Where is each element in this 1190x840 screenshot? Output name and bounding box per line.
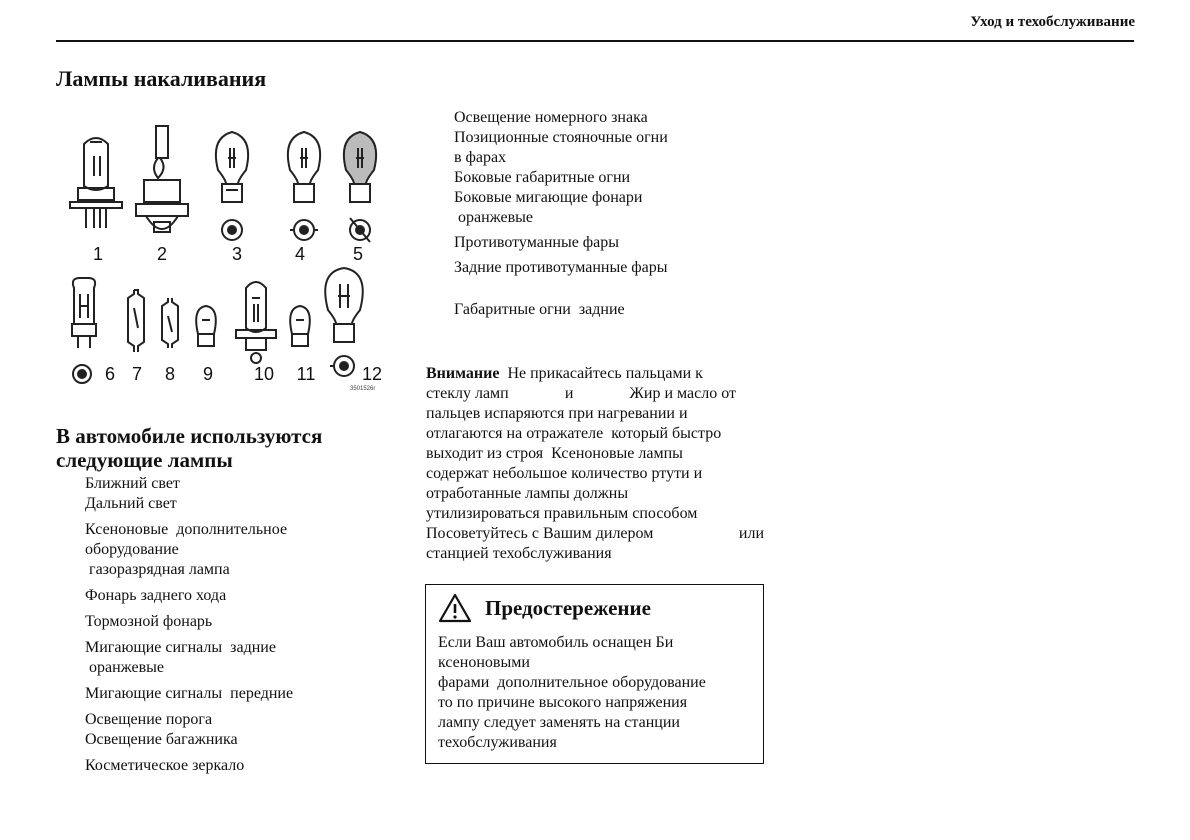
bulb-8-icon: [162, 298, 178, 348]
warning-box: [425, 584, 764, 764]
bulb-10-icon: [236, 282, 276, 363]
bulb-2-icon: [136, 126, 188, 232]
bulb-label-6: 6: [104, 364, 116, 384]
list-item: Мигающие сигналы задние оранжевые: [85, 639, 276, 676]
running-header: Уход и техобслуживание: [970, 14, 1135, 30]
list-item: Задние противотуманные фары: [454, 259, 668, 276]
section-subtitle: В автомобиле используются следующие лампы: [56, 424, 323, 472]
list-item: Габаритные огни задние: [454, 301, 625, 318]
list-item: Ксеноновые дополнительное оборудование газоразрядная лампа: [85, 521, 288, 578]
bulb-label-10: 10: [253, 364, 275, 384]
bulb-label-12: 12: [361, 364, 383, 384]
bulb-list-right: [454, 108, 754, 325]
attention-note: Внимание Не прикасайтесь пальцами к стеклу ламп и Жир и масло от пальцев испаряются при нагревании и отлагаются на отражателе который быстро выходит из строя Ксеноновые лампы содержат небольшое количество ртути и отработанные лампы должны утилизироваться правильным способом Посоветуйтесь с Вашим дилером или станцией техобслуживания: [426, 365, 764, 562]
bulb-label-11: 11: [296, 364, 316, 384]
bulb-12-icon: [325, 268, 363, 376]
bulb-6-icon: [72, 278, 96, 383]
bulb-label-4: 4: [294, 244, 306, 264]
list-item: Освещение номерного знака Позиционные стояночные огни в фарах Боковые габаритные огни Боковые мигающие фонари оранжевые: [454, 109, 668, 226]
bulb-5-icon: [344, 132, 376, 242]
bulb-9-icon: [196, 306, 216, 346]
figure-code: 3501526r: [350, 386, 376, 392]
page-title: Лампы накаливания: [56, 66, 267, 91]
list-item: Противотуманные фары: [454, 234, 620, 251]
bulb-7-icon: [128, 290, 144, 352]
bulb-label-5: 5: [352, 244, 364, 264]
bulb-label-7: 7: [131, 364, 143, 384]
list-item: Ближний свет Дальний свет: [85, 475, 180, 512]
bulb-4-icon: [288, 132, 320, 240]
note-label: Внимание: [426, 365, 500, 382]
list-item: Тормозной фонарь: [85, 613, 213, 630]
warning-triangle-icon: [438, 593, 472, 623]
list-item: Фонарь заднего хода: [85, 587, 227, 604]
list-item: Косметическое зеркало: [85, 757, 245, 774]
bulb-label-9: 9: [202, 364, 214, 384]
warning-title: Предостережение: [485, 595, 651, 620]
bulb-label-8: 8: [164, 364, 176, 384]
bulb-label-2: 2: [156, 244, 168, 264]
bulb-3-icon: [216, 132, 248, 240]
warning-text: Если Ваш автомобиль оснащен Би ксеноновыми фарами дополнительное оборудование то по причине высокого напряжения лампу следует заменять на станции техобслуживания: [438, 634, 706, 751]
bulb-figure: [50, 118, 395, 400]
list-item: Освещение порога Освещение багажника: [85, 711, 238, 748]
bulb-label-1: 1: [92, 244, 104, 264]
bulb-list-left: [85, 474, 385, 782]
list-item: Мигающие сигналы передние: [85, 685, 294, 702]
header-rule: [56, 40, 1134, 42]
bulb-1-icon: [70, 138, 122, 228]
bulb-11-icon: [290, 306, 310, 346]
bulb-label-3: 3: [231, 244, 243, 264]
